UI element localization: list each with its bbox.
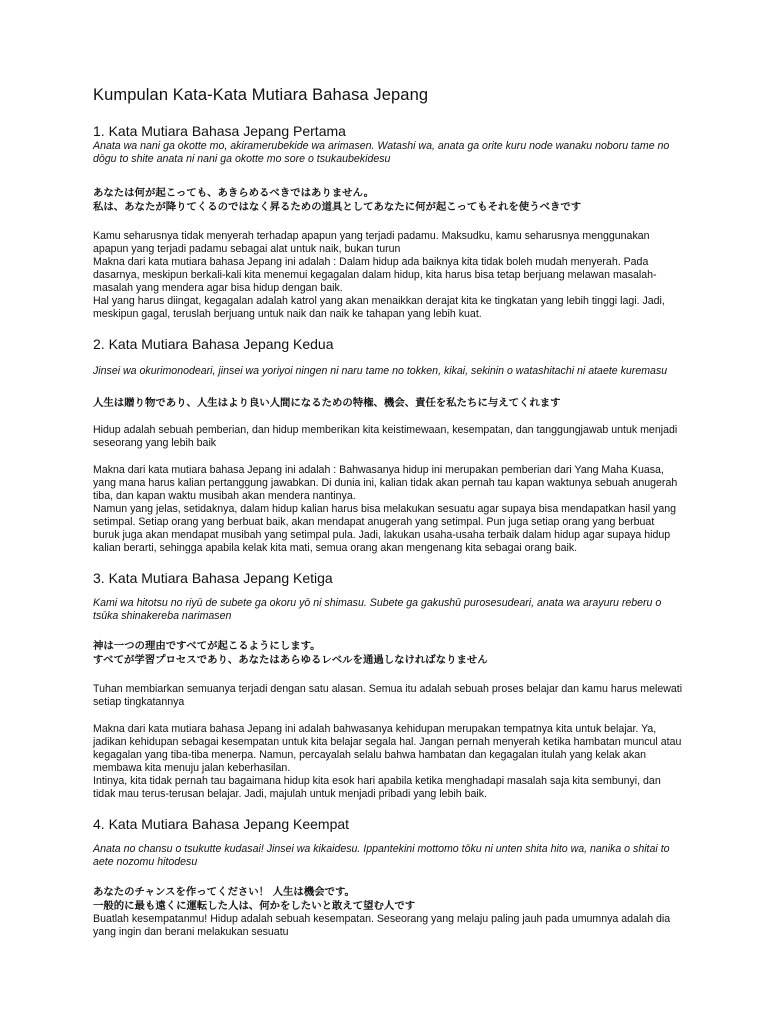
japanese-line: 私は、あなたが降りてくるのではなく昇るための道具としてあなたに何が起こってもそれを使うべきです <box>93 201 582 213</box>
japanese-line: 人生は贈り物であり、人生はより良い人間になるための特権、機会、責任を私たちに与えてくれます <box>93 397 561 409</box>
document-page <box>93 86 683 952</box>
japanese-quote <box>93 396 683 410</box>
romaji-quote: Jinsei wa okurimonodeari, jinsei wa yoriyoi ningen ni naru tame no tokken, kikai, sekinin o watashitachi ni ataete kuremasu <box>93 365 668 377</box>
section-2 <box>93 335 683 555</box>
japanese-line: すべてが学習プロセスであり、あなたはあらゆるレベルを通過しなければなりません <box>93 654 488 666</box>
paragraph <box>93 683 683 709</box>
document-title: Kumpulan Kata-Kata Mutiara Bahasa Jepang <box>93 86 429 104</box>
paragraph <box>93 424 683 450</box>
paragraph-line: Namun yang jelas, setidaknya, dalam hidup kalian harus bisa melakukan sesuatu agar supaya bisa mendapatkan hasil yang setimpal. Setiap orang yang berbuat baik, akan mendapat anugerah yang setimpal. Pun juga setiap orang yang berbuat buruk juga akan mendapat musibah yang setimpal pula. Jadi, lakukan usaha-usaha terbaik dalam hidup agar supaya hidup kalian berarti, sehingga apabila kelak kita mati, semua orang akan mengenang kita sebagai orang baik. <box>93 503 677 554</box>
japanese-quote <box>93 885 683 913</box>
paragraph-line: Makna dari kata mutiara bahasa Jepang ini adalah : Dalam hidup ada baiknya kita tidak boleh mudah menyerah. Pada dasarnya, meskipun berkali-kali kita menemui kegagalan dalam hidup, kita harus bisa tetap berjuang melawan masalah-masalah yang mendera agar bisa hidup dengan baik. <box>93 256 657 294</box>
paragraph-line: Buatlah kesempatanmu! Hidup adalah sebuah kesempatan. Seseorang yang melaju paling jauh pada umumnya adalah dia yang ingin dan berani melakukan sesuatu <box>93 913 671 938</box>
paragraph <box>93 230 683 321</box>
paragraph-line: Hal yang harus diingat, kegagalan adalah katrol yang akan menaikkan derajat kita ke tingkatan yang lebih tinggi lagi. Jadi, meskipun gagal, teruslah berjuang untuk naik dan naik ke tahapan yang lebih kuat. <box>93 295 665 320</box>
paragraph-line: Hidup adalah sebuah pemberian, dan hidup memberikan kita keistimewaan, kesempatan, dan tanggungjawab untuk menjadi seseorang yang lebih baik <box>93 424 678 449</box>
japanese-line: あなたのチャンスを作ってください！ 人生は機会です。 <box>93 886 355 898</box>
paragraph <box>93 913 683 939</box>
romaji-quote: Anata wa nani ga okotte mo, akiramerubekide wa arimasen. Watashi wa, anata ga orite kuru node wanaku noboru tame no dōgu to shite anata ni nani ga okotte mo sore o tsukaubekidesu <box>93 140 670 165</box>
paragraph-line: Kamu seharusnya tidak menyerah terhadap apapun yang terjadi padamu. Maksudku, kamu seharusnya menggunakan apapun yang terjadi padamu sebagai alat untuk naik, bukan turun <box>93 230 650 255</box>
section-4 <box>93 815 683 939</box>
section-3 <box>93 569 683 801</box>
section-heading: 1. Kata Mutiara Bahasa Jepang Pertama <box>93 123 346 139</box>
japanese-line: 神は一つの理由ですべてが起こるようにします。 <box>93 640 321 652</box>
romaji-quote: Kami wa hitotsu no riyū de subete ga okoru yō ni shimasu. Subete ga gakushū purosesudeari, anata wa arayuru reberu o tsūka shinakereba narimasen <box>93 597 662 622</box>
japanese-line: 一般的に最も遠くに運転した人は、何かをしたいと敢えて望む人です <box>93 900 416 912</box>
japanese-quote <box>93 186 683 214</box>
section-heading: 2. Kata Mutiara Bahasa Jepang Kedua <box>93 336 334 352</box>
section-heading: 3. Kata Mutiara Bahasa Jepang Ketiga <box>93 570 333 586</box>
paragraph-line: Intinya, kita tidak pernah tau bagaimana hidup kita esok hari apabila ketika menghadapi masalah saja kita sembunyi, dan tidak mau terus-terusan belajar. Jadi, majulah untuk menjadi pribadi yang lebih baik. <box>93 775 661 800</box>
paragraph <box>93 723 683 801</box>
paragraph-line: Makna dari kata mutiara bahasa Jepang ini adalah bahwasanya kehidupan merupakan tempatnya kita untuk belajar. Ya, jadikan kehidupan sebagai kesempatan untuk kita belajar segala hal. Jangan pernah menyerah ketika hambatan muncul atau kegagalan yang tiba-tiba menerpa. Namun, percayalah selalu bahwa hambatan dan kegagalan itulah yang kelak akan membawa kita menuju jalan keberhasilan. <box>93 723 682 774</box>
section-heading: 4. Kata Mutiara Bahasa Jepang Keempat <box>93 816 350 832</box>
japanese-quote <box>93 639 683 667</box>
paragraph-line: Makna dari kata mutiara bahasa Jepang ini adalah : Bahwasanya hidup ini merupakan pemberian dari Yang Maha Kuasa, yang mana harus kalian pertanggung jawabkan. Di dunia ini, kalian tidak akan pernah tau kapan waktunya sebuah anugerah tiba, dan kapan waktu musibah akan mendera nantinya. <box>93 464 678 502</box>
romaji-quote: Anata no chansu o tsukutte kudasai! Jinsei wa kikaidesu. Ippantekini mottomo tōku ni unten shita hito wa, nanika o shitai to aete nozomu hitodesu <box>93 843 670 868</box>
japanese-line: あなたは何が起こっても、あきらめるべきではありません。 <box>93 187 374 199</box>
section-1 <box>93 122 683 321</box>
paragraph <box>93 464 683 555</box>
paragraph-line: Tuhan membiarkan semuanya terjadi dengan satu alasan. Semua itu adalah sebuah proses belajar dan kamu harus melewati setiap tingkatannya <box>93 683 683 708</box>
